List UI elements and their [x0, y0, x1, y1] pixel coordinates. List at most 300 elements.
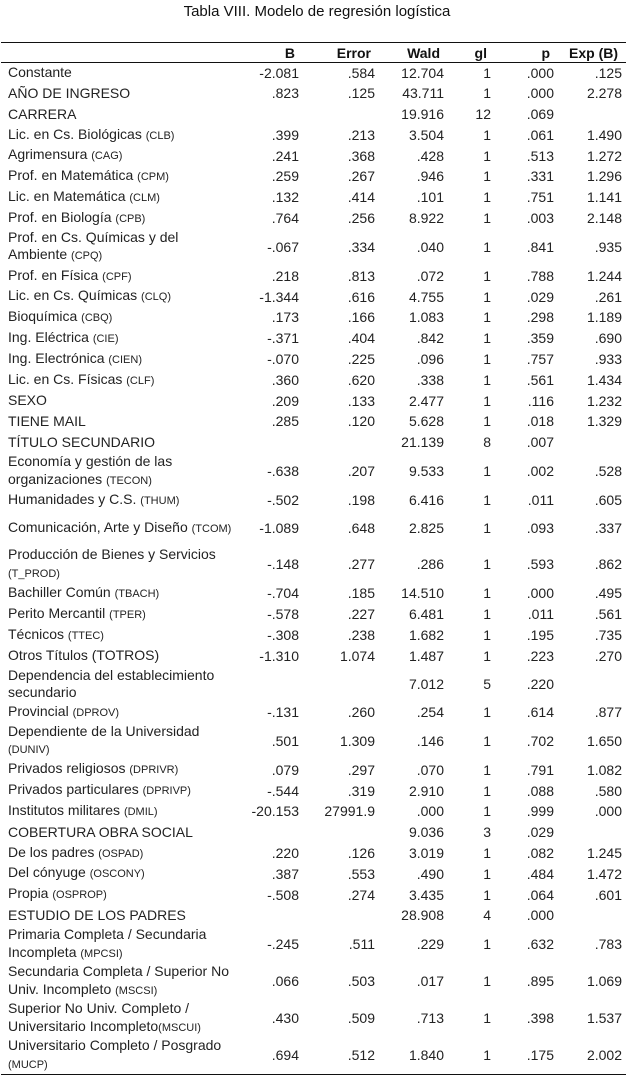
cell-b: .209 [271, 392, 299, 409]
variable-code: (TPER) [109, 608, 146, 621]
variable-name: Provincial [8, 702, 73, 719]
cell-p: .632 [526, 936, 554, 953]
cell-gl: 1 [483, 267, 491, 284]
cell-p: .175 [526, 1047, 554, 1064]
table-row [1, 885, 626, 906]
cell-exp-b: .862 [594, 556, 622, 573]
cell-exp-b: 1.189 [586, 309, 622, 326]
cell-error: .553 [347, 865, 375, 882]
cell-b: -.067 [267, 238, 299, 255]
cell-error: .225 [347, 350, 375, 367]
cell-p: .788 [526, 267, 554, 284]
row-label [1, 1037, 241, 1075]
cell-wald: .490 [416, 865, 444, 882]
cell-b [241, 822, 303, 843]
variable-code: (DPRIVP) [142, 785, 191, 798]
cell-error: .512 [347, 1047, 375, 1064]
cell-gl: 3 [483, 824, 491, 841]
variable-name: Dependiente de la Universidad [8, 722, 200, 739]
cell-b: -.131 [267, 703, 299, 720]
cell-error: .648 [347, 520, 375, 537]
cell-error: .584 [347, 64, 375, 81]
variable-name: AÑO DE INGRESO [8, 84, 131, 101]
row-label [1, 583, 241, 604]
variable-code: (T_PROD) [8, 567, 60, 580]
table-row [1, 63, 626, 84]
table-row [1, 453, 626, 490]
cell-exp-b [558, 822, 626, 843]
variable-code: (TCOM) [191, 522, 232, 535]
cell-exp-b: .601 [594, 886, 622, 903]
variable-name: Institutos militares [8, 802, 124, 819]
row-label [1, 702, 241, 723]
cell-error: .227 [347, 606, 375, 623]
row-label [1, 546, 241, 583]
cell-gl: 1 [483, 371, 491, 388]
variable-code: (DUNIV) [8, 744, 50, 757]
cell-exp-b: .933 [594, 350, 622, 367]
cell-error: .274 [347, 886, 375, 903]
cell-b: -.070 [267, 350, 299, 367]
variable-code: (OSCONY) [89, 868, 145, 881]
row-label [1, 432, 241, 453]
cell-b: -20.153 [251, 803, 299, 820]
cell-b: -.245 [267, 936, 299, 953]
cell-p: .561 [526, 371, 554, 388]
table-row [1, 604, 626, 625]
cell-b: .360 [271, 371, 299, 388]
variable-name: Propia [8, 885, 53, 902]
cell-b: .387 [271, 865, 299, 882]
cell-error: .297 [347, 761, 375, 778]
variable-code: (CLM) [129, 191, 160, 204]
cell-gl: 1 [483, 520, 491, 537]
cell-error: .267 [347, 168, 375, 185]
cell-p: .298 [526, 309, 554, 326]
cell-exp-b: 1.472 [586, 865, 622, 882]
variable-code: (TBACH) [114, 587, 160, 600]
cell-error: .319 [347, 782, 375, 799]
cell-wald: 1.682 [408, 626, 444, 643]
cell-exp-b: .877 [594, 703, 622, 720]
cell-gl: 1 [483, 626, 491, 643]
cell-wald: 3.435 [408, 886, 444, 903]
cell-b: .173 [271, 309, 299, 326]
cell-wald: .000 [416, 803, 444, 820]
variable-name: Prof. en Biología [8, 208, 116, 225]
variable-code: (DPRIVR) [129, 764, 179, 777]
cell-wald: 6.481 [408, 606, 444, 623]
cell-wald: .946 [416, 168, 444, 185]
header-exp-b: Exp (B) [569, 44, 618, 61]
table-row [1, 287, 626, 308]
cell-exp-b: .337 [594, 520, 622, 537]
cell-error: .120 [347, 413, 375, 430]
variable-name: Prof. en Matemática [8, 167, 138, 184]
row-label [1, 83, 241, 104]
variable-name: CARRERA [8, 105, 77, 122]
row-label [1, 864, 241, 885]
table-row [1, 125, 626, 146]
cell-exp-b: 1.245 [586, 844, 622, 861]
variable-name: Dependencia del establecimiento secundario [8, 666, 215, 701]
table-row [1, 391, 626, 412]
cell-error: .198 [347, 491, 375, 508]
cell-b: -.502 [267, 491, 299, 508]
variable-code: (CIEN) [108, 353, 142, 366]
cell-error [303, 822, 379, 843]
cell-p: .484 [526, 865, 554, 882]
row-label [1, 125, 241, 146]
row-label [1, 146, 241, 167]
row-label [1, 625, 241, 646]
variable-name: COBERTURA OBRA SOCIAL [8, 823, 193, 840]
row-label [1, 822, 241, 843]
header-variable [1, 43, 241, 63]
cell-b: .066 [271, 973, 299, 990]
cell-gl: 8 [483, 434, 491, 451]
variable-code: (DPROV) [72, 706, 120, 719]
cell-wald: 2.477 [408, 392, 444, 409]
cell-exp-b [558, 667, 626, 703]
cell-gl: 1 [483, 1010, 491, 1027]
row-label [1, 411, 241, 432]
cell-gl: 1 [483, 865, 491, 882]
cell-p: .000 [526, 907, 554, 924]
cell-exp-b: 2.278 [586, 85, 622, 102]
cell-p: .061 [526, 126, 554, 143]
cell-wald: 4.755 [408, 288, 444, 305]
table-row [1, 146, 626, 167]
variable-name: TÍTULO SECUNDARIO [8, 433, 156, 450]
row-label [1, 926, 241, 963]
variable-name: Privados religiosos [8, 760, 130, 777]
cell-gl: 1 [483, 973, 491, 990]
cell-exp-b: .495 [594, 585, 622, 602]
cell-gl: 1 [483, 585, 491, 602]
cell-p: .841 [526, 238, 554, 255]
variable-code: (TTEC) [67, 629, 104, 642]
cell-wald: 3.019 [408, 844, 444, 861]
row-label [1, 963, 241, 1000]
cell-p: .000 [526, 585, 554, 602]
cell-exp-b: 1.069 [586, 973, 622, 990]
cell-gl: 1 [483, 413, 491, 430]
variable-code: (CLF) [126, 374, 155, 387]
cell-b: -.578 [267, 606, 299, 623]
cell-exp-b: .783 [594, 936, 622, 953]
cell-b: -.704 [267, 585, 299, 602]
cell-exp-b: .125 [594, 64, 622, 81]
cell-error: .207 [347, 463, 375, 480]
cell-error: 1.074 [339, 647, 375, 664]
variable-name: Bachiller Común [8, 583, 115, 600]
cell-p: .614 [526, 703, 554, 720]
cell-b: .220 [271, 844, 299, 861]
cell-exp-b: .000 [594, 803, 622, 820]
cell-wald: 5.628 [408, 413, 444, 430]
table-row [1, 583, 626, 604]
table-row [1, 905, 626, 926]
cell-error: .511 [348, 936, 375, 953]
cell-p: .007 [526, 434, 554, 451]
cell-error [303, 667, 379, 703]
row-label [1, 843, 241, 864]
table-row [1, 1000, 626, 1037]
variable-code: (CBQ) [81, 312, 113, 325]
table-row [1, 667, 626, 703]
cell-wald: .040 [416, 238, 444, 255]
cell-b: .241 [271, 147, 299, 164]
row-label [1, 166, 241, 187]
cell-error: .813 [347, 267, 375, 284]
cell-gl: 1 [483, 238, 491, 255]
table-row [1, 511, 626, 547]
cell-gl: 1 [483, 147, 491, 164]
cell-p: .791 [526, 761, 554, 778]
cell-error: 1.309 [339, 732, 375, 749]
table-row [1, 625, 626, 646]
row-label [1, 307, 241, 328]
row-label [1, 801, 241, 822]
cell-gl: 1 [483, 189, 491, 206]
row-label [1, 187, 241, 208]
cell-p: .116 [527, 392, 554, 409]
cell-gl: 1 [483, 209, 491, 226]
variable-name: Técnicos [8, 625, 68, 642]
cell-exp-b: 1.434 [586, 371, 622, 388]
cell-wald: .428 [416, 147, 444, 164]
cell-wald: .286 [416, 556, 444, 573]
variable-name: Ing. Electrónica [8, 349, 109, 366]
cell-gl: 1 [483, 936, 491, 953]
variable-name: Otros Títulos (TOTROS) [8, 647, 160, 664]
table-row [1, 702, 626, 723]
variable-code: (MPCSI) [80, 947, 123, 960]
variable-name: Producción de Bienes y Servicios [8, 546, 216, 563]
cell-p: .220 [526, 675, 554, 692]
table-row [1, 411, 626, 432]
table-row [1, 963, 626, 1000]
variable-name: Prof. en Física [8, 266, 103, 283]
cell-exp-b: .735 [594, 626, 622, 643]
variable-name: Lic. en Matemática [8, 187, 130, 204]
variable-name: Ing. Eléctrica [8, 328, 93, 345]
variable-name: Comunicación, Arte y Diseño [8, 518, 192, 535]
cell-b: -1.089 [259, 520, 299, 537]
table-row [1, 843, 626, 864]
cell-gl: 1 [483, 556, 491, 573]
cell-p: .195 [526, 626, 554, 643]
cell-error: .260 [347, 703, 375, 720]
cell-p: .082 [526, 844, 554, 861]
cell-wald: .338 [416, 371, 444, 388]
cell-error [303, 432, 379, 453]
row-label [1, 63, 241, 84]
cell-error: .414 [347, 189, 375, 206]
variable-name: Prof. en Cs. Químicas y del Ambiente [8, 228, 179, 263]
cell-p: .751 [526, 189, 554, 206]
table-row [1, 781, 626, 802]
cell-wald: 43.711 [402, 85, 444, 102]
cell-gl: 1 [483, 392, 491, 409]
cell-gl: 1 [483, 647, 491, 664]
cell-exp-b [558, 432, 626, 453]
cell-exp-b: 1.650 [586, 732, 622, 749]
table-row [1, 760, 626, 781]
row-label [1, 208, 241, 229]
cell-gl: 1 [483, 309, 491, 326]
row-label [1, 104, 241, 125]
variable-code: (CIE) [92, 332, 119, 345]
cell-gl: 1 [483, 1047, 491, 1064]
cell-wald: 2.910 [408, 782, 444, 799]
variable-code: (CAG) [91, 150, 123, 163]
variable-name: De los padres [8, 843, 99, 860]
cell-wald: .229 [416, 936, 444, 953]
cell-error: .616 [347, 288, 375, 305]
cell-exp-b: 1.232 [586, 392, 622, 409]
table-row [1, 926, 626, 963]
cell-p: .069 [526, 105, 554, 122]
row-label [1, 723, 241, 760]
cell-b: .132 [271, 189, 299, 206]
row-label [1, 370, 241, 391]
table-row [1, 83, 626, 104]
cell-wald: 12.704 [401, 64, 444, 81]
table-row [1, 307, 626, 328]
cell-error: .277 [347, 556, 375, 573]
cell-b: .285 [271, 413, 299, 430]
cell-error: .125 [347, 85, 375, 102]
cell-exp-b: .528 [594, 463, 622, 480]
cell-wald: .146 [416, 732, 444, 749]
table-row [1, 490, 626, 511]
cell-wald: 7.012 [408, 675, 444, 692]
variable-code: (CLB) [145, 129, 175, 142]
cell-error [303, 104, 379, 125]
table-row [1, 864, 626, 885]
cell-p: .000 [526, 85, 554, 102]
cell-b [241, 905, 303, 926]
row-label [1, 781, 241, 802]
variable-name: Superior No Univ. Completo / Universitario Incompleto [8, 1000, 190, 1034]
regression-table [1, 42, 626, 1075]
cell-exp-b: .561 [594, 606, 622, 623]
variable-name: TIENE MAIL [8, 413, 86, 430]
cell-gl: 1 [483, 288, 491, 305]
cell-exp-b: 2.148 [586, 209, 622, 226]
row-label [1, 287, 241, 308]
row-label [1, 604, 241, 625]
header-gl: gl [474, 44, 487, 61]
row-label [1, 667, 241, 703]
variable-code: (TECON) [106, 474, 152, 487]
variable-name: Del cónyuge [8, 864, 90, 881]
cell-exp-b: 1.082 [586, 761, 622, 778]
cell-error: .334 [347, 238, 375, 255]
table-row [1, 822, 626, 843]
variable-name: Lic. en Cs. Biológicas [8, 125, 146, 142]
cell-p: .757 [526, 350, 554, 367]
variable-code: (DMIL) [123, 806, 158, 819]
cell-p: .593 [526, 556, 554, 573]
cell-b: .694 [271, 1047, 299, 1064]
row-label [1, 229, 241, 266]
cell-b: .218 [271, 267, 299, 284]
variable-name: ESTUDIO DE LOS PADRES [8, 907, 186, 924]
cell-b: -1.344 [259, 288, 299, 305]
cell-p: .029 [526, 288, 554, 305]
cell-error [303, 905, 379, 926]
cell-gl: 1 [483, 126, 491, 143]
cell-b: -2.081 [259, 64, 299, 81]
cell-p: .513 [526, 147, 554, 164]
cell-gl: 1 [483, 330, 491, 347]
variable-code: (CPF) [102, 270, 132, 283]
header-b: B [284, 44, 295, 61]
cell-wald: .842 [416, 330, 444, 347]
cell-exp-b: 1.244 [586, 267, 622, 284]
cell-b: -1.310 [259, 647, 299, 664]
cell-wald: .070 [416, 761, 444, 778]
cell-b: -.371 [267, 330, 299, 347]
cell-gl: 1 [483, 732, 491, 749]
variable-name: Primaria Completa / Secundaria Incompleta [8, 926, 207, 960]
table-row [1, 187, 626, 208]
cell-error: .213 [347, 126, 375, 143]
cell-exp-b: 1.141 [586, 189, 622, 206]
cell-p: .398 [526, 1010, 554, 1027]
cell-p: .093 [526, 520, 554, 537]
variable-name: Economía y gestión de las organizaciones [8, 453, 173, 487]
cell-gl: 1 [483, 463, 491, 480]
cell-exp-b: 1.296 [586, 168, 622, 185]
cell-wald: .096 [416, 350, 444, 367]
cell-gl: 4 [483, 907, 491, 924]
cell-wald: 28.908 [401, 907, 444, 924]
row-label [1, 490, 241, 511]
cell-wald: 3.504 [408, 126, 444, 143]
row-label [1, 905, 241, 926]
row-label [1, 1000, 241, 1037]
cell-p: .002 [526, 463, 554, 480]
cell-gl: 1 [483, 85, 491, 102]
cell-p: .000 [526, 64, 554, 81]
row-label [1, 511, 241, 547]
cell-b [241, 432, 303, 453]
table-body [1, 63, 626, 1075]
cell-gl: 1 [483, 844, 491, 861]
table-row [1, 229, 626, 266]
row-label [1, 885, 241, 906]
cell-exp-b: 2.002 [586, 1047, 622, 1064]
cell-wald: 19.916 [401, 105, 444, 122]
cell-b: -.148 [267, 556, 299, 573]
header-error: Error [336, 44, 371, 61]
variable-name: Lic. en Cs. Físicas [8, 370, 127, 387]
table-row [1, 266, 626, 287]
cell-error: .185 [347, 585, 375, 602]
variable-code: (CLQ) [141, 291, 171, 304]
cell-p: .011 [527, 491, 554, 508]
cell-wald: .254 [416, 703, 444, 720]
cell-exp-b [558, 905, 626, 926]
cell-exp-b: .605 [594, 491, 622, 508]
cell-exp-b: 1.272 [586, 147, 622, 164]
variable-code: (CPB) [115, 212, 146, 225]
cell-gl: 1 [483, 168, 491, 185]
